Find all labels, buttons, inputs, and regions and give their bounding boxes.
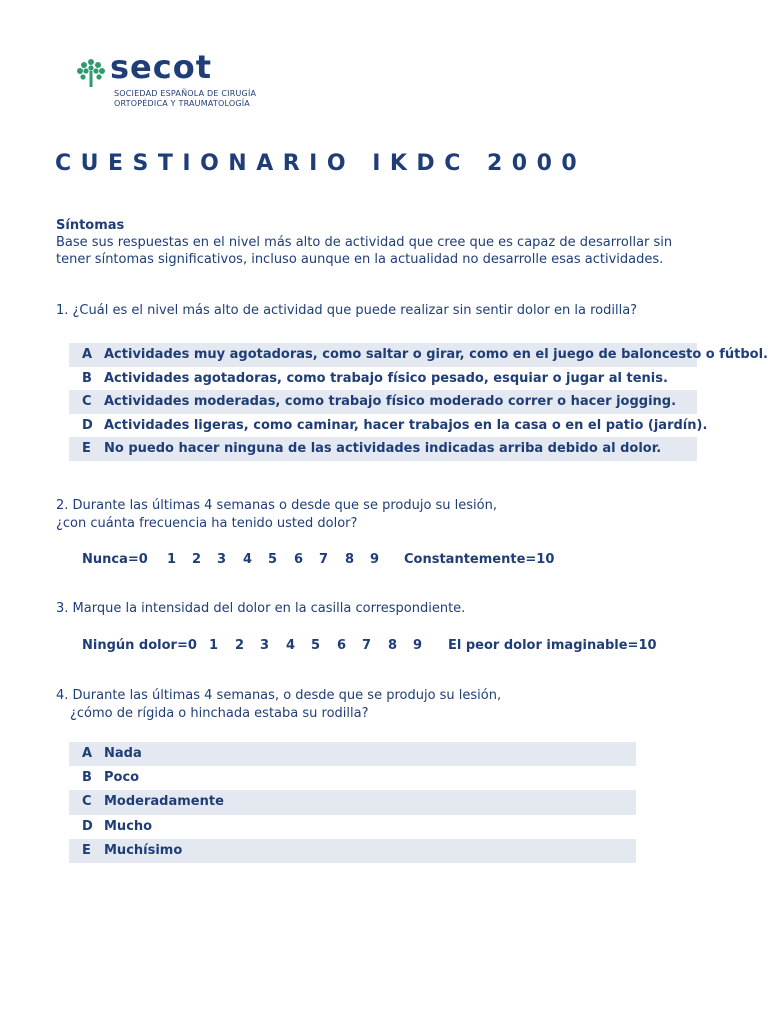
option-b[interactable] (69, 766, 636, 790)
scale-value[interactable]: 8 (345, 552, 355, 567)
question-2-text: ¿con cuánta frecuencia ha tenido usted dolor? (56, 515, 358, 531)
option-label: Muchísimo (104, 842, 183, 858)
question-4 (56, 687, 501, 722)
tree-icon (74, 56, 108, 90)
logo-subtitle (114, 89, 256, 109)
option-letter: C (82, 394, 92, 409)
question-4-text: 4. Durante las últimas 4 semanas, o desde que se produjo su lesión, (56, 688, 502, 703)
scale-value[interactable]: 6 (337, 638, 347, 653)
scale-value[interactable]: 2 (235, 638, 245, 653)
option-c[interactable] (69, 390, 697, 414)
scale-value[interactable]: 5 (268, 552, 278, 567)
option-c[interactable] (69, 790, 636, 814)
option-e[interactable] (69, 437, 697, 461)
pain-intensity-scale (0, 637, 768, 655)
page-title: CUESTIONARIO IKDC 2000 (55, 151, 587, 176)
question-1-options (69, 343, 768, 461)
question-1-text: 1. ¿Cuál es el nivel más alto de actividad que puede realizar sin sentir dolor en la rodilla? (56, 303, 638, 318)
scale-value[interactable]: 5 (311, 638, 321, 653)
logo-subtitle-line: ORTOPÉDICA Y TRAUMATOLOGÍA (114, 99, 250, 108)
option-label: Actividades muy agotadoras, como saltar o girar, como en el juego de baloncesto o fútbol. (104, 347, 768, 362)
section-heading: Síntomas (56, 218, 125, 233)
option-e[interactable] (69, 839, 636, 863)
scale-value[interactable]: 4 (243, 552, 253, 567)
option-label: No puedo hacer ninguna de las actividades indicadas arriba debido al dolor. (104, 441, 662, 456)
question-3 (56, 600, 465, 618)
option-d[interactable] (69, 414, 708, 438)
question-4-text: ¿cómo de rígida o hinchada estaba su rodilla? (70, 705, 369, 721)
question-3-text: 3. Marque la intensidad del dolor en la casilla correspondiente. (56, 601, 466, 616)
scale-value[interactable]: 9 (370, 552, 380, 567)
option-letter: D (82, 417, 93, 433)
scale-end-label[interactable]: El peor dolor imaginable=10 (448, 638, 657, 653)
intro-section (56, 217, 696, 268)
option-a[interactable] (69, 742, 636, 766)
logo-wordmark: secot (110, 48, 212, 86)
scale-value[interactable]: 1 (209, 638, 219, 653)
scale-value[interactable]: 6 (294, 552, 304, 567)
option-a[interactable] (69, 343, 768, 367)
intro-text-line: tener síntomas significativos, incluso aunque en la actualidad no desarrolle esas actividades. (56, 252, 664, 267)
scale-start-label[interactable]: Ningún dolor=0 (82, 638, 197, 653)
scale-value[interactable]: 1 (167, 552, 177, 567)
question-1 (56, 302, 637, 320)
scale-value[interactable]: 7 (319, 552, 329, 567)
logo-subtitle-line: SOCIEDAD ESPAÑOLA DE CIRUGÍA (114, 89, 257, 98)
option-letter: A (82, 347, 93, 362)
scale-start-label[interactable]: Nunca=0 (82, 552, 148, 567)
option-letter: B (82, 770, 92, 786)
option-letter: C (82, 794, 92, 810)
scale-value[interactable]: 9 (413, 638, 423, 653)
scale-value[interactable]: 8 (388, 638, 398, 653)
option-letter: E (82, 441, 91, 456)
scale-value[interactable]: 2 (192, 552, 202, 567)
option-letter: E (82, 842, 91, 858)
intro-text-line: Base sus respuestas en el nivel más alto de actividad que cree que es capaz de desarrollar sin (56, 235, 673, 250)
scale-value[interactable]: 3 (260, 638, 270, 653)
question-2-text: 2. Durante las últimas 4 semanas o desde que se produjo su lesión, (56, 498, 497, 513)
option-d[interactable] (69, 815, 636, 839)
option-label: Mucho (104, 818, 153, 834)
frequency-scale (0, 551, 768, 569)
secot-logo (74, 48, 257, 116)
option-b[interactable] (69, 367, 697, 391)
option-label: Actividades ligeras, como caminar, hacer trabajos en la casa o en el patio (jardín). (104, 417, 708, 433)
option-label: Nada (104, 746, 142, 761)
scale-end-label[interactable]: Constantemente=10 (404, 552, 555, 567)
option-label: Actividades agotadoras, como trabajo físico pesado, esquiar o jugar al tenis. (104, 370, 668, 386)
question-2 (56, 497, 497, 532)
option-letter: D (82, 818, 93, 834)
option-label: Actividades moderadas, como trabajo físico moderado correr o hacer jogging. (104, 394, 677, 409)
question-4-options (69, 742, 636, 863)
option-label: Poco (104, 770, 140, 786)
option-label: Moderadamente (104, 794, 224, 810)
option-letter: B (82, 370, 92, 386)
scale-value[interactable]: 7 (362, 638, 372, 653)
scale-value[interactable]: 4 (286, 638, 296, 653)
option-letter: A (82, 746, 93, 761)
scale-value[interactable]: 3 (217, 552, 227, 567)
